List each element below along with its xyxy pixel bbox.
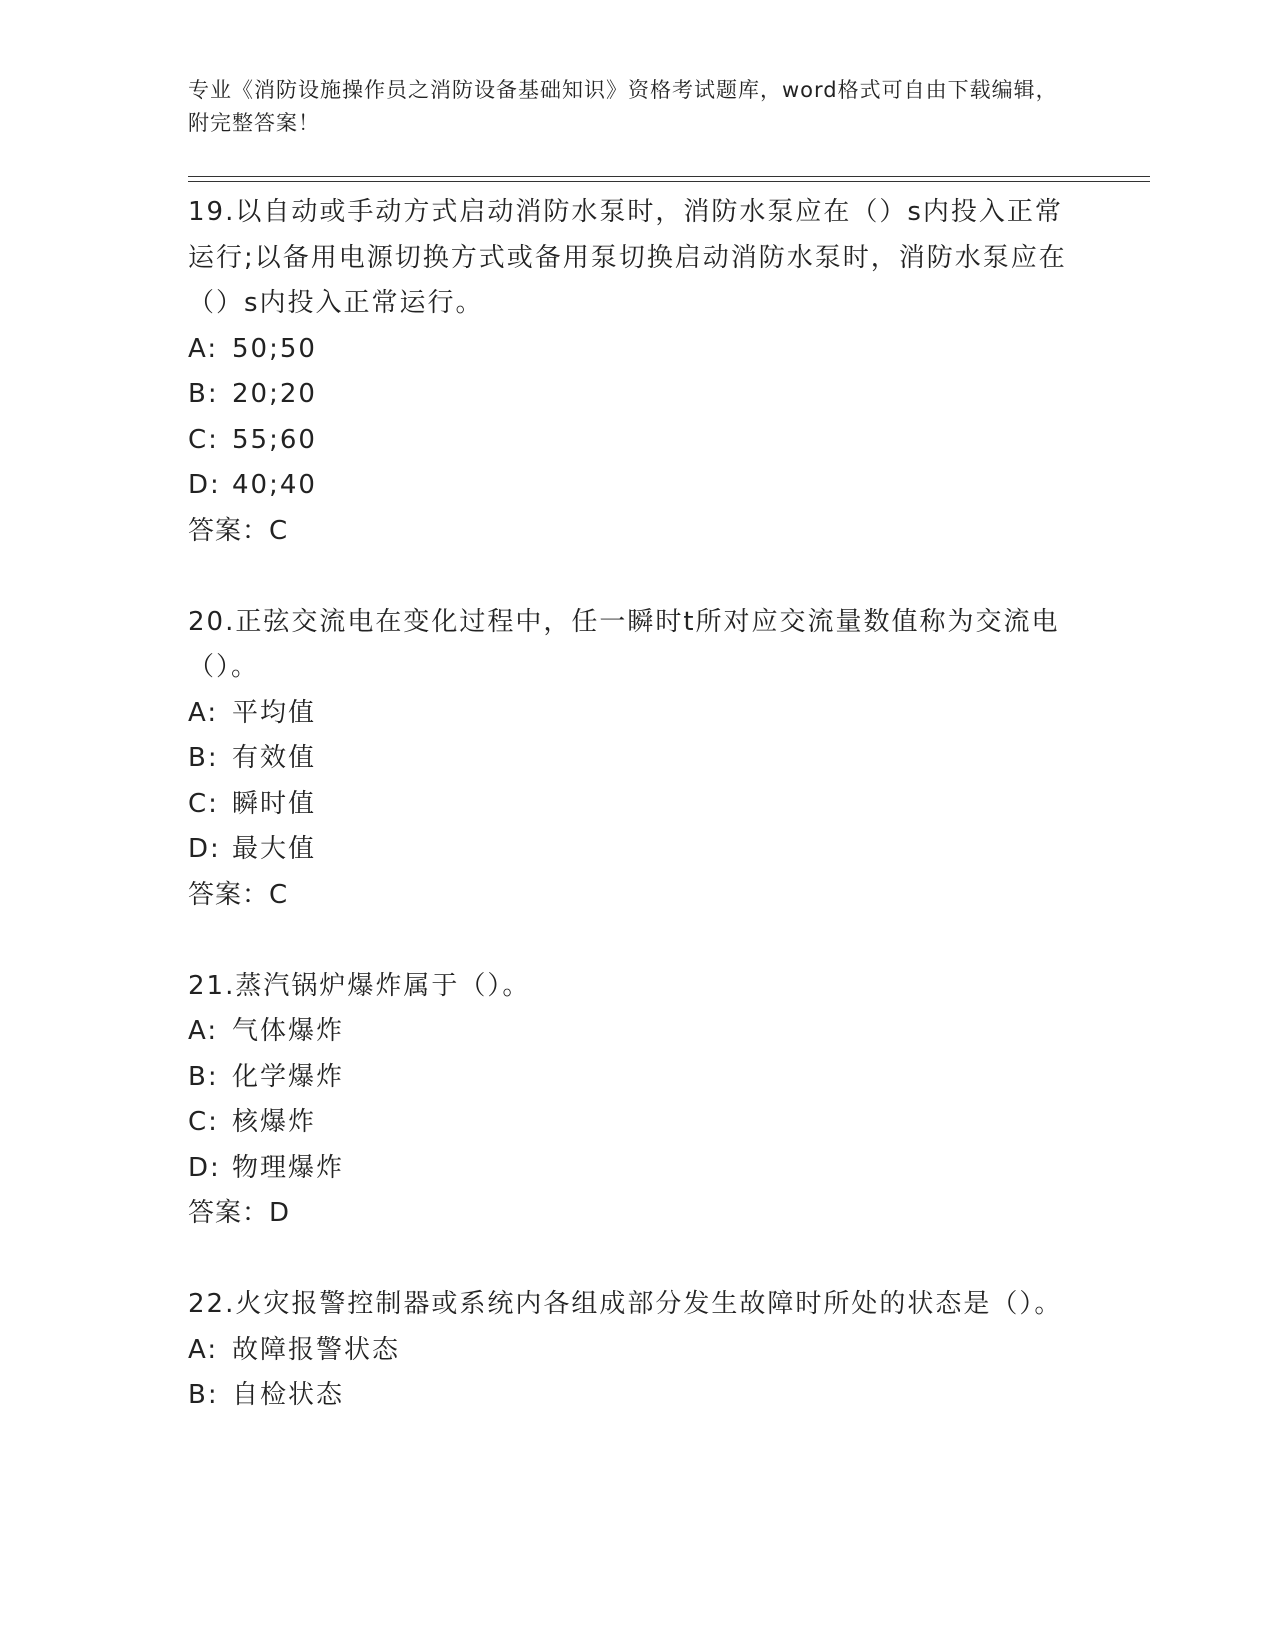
header-rule-top: [188, 176, 1150, 177]
option-text: 最大值: [232, 834, 317, 864]
question-list: [188, 190, 1088, 1419]
option-letter: D:: [188, 470, 221, 500]
option-letter: B:: [188, 1061, 219, 1092]
question-stem: 19.以自动或手动方式启动消防水泵时，消防水泵应在（）s内投入正常运行;以备用电源切换方式或备用泵切换启动消防水泵时，消防水泵应在（）s内投入正常运行。: [188, 197, 1067, 318]
question-stem: 21.蒸汽锅炉爆炸属于（）。: [188, 970, 531, 1001]
option-text: 20;20: [232, 379, 317, 409]
question-spacer: [188, 554, 1088, 600]
option-text: 50;50: [232, 333, 317, 364]
option-text: 自检状态: [232, 1380, 345, 1410]
option-d: [188, 827, 1088, 873]
question-stem: 22.火灾报警控制器或系统内各组成部分发生故障时所处的状态是（）。: [188, 1289, 1063, 1319]
option-text: 55;60: [232, 424, 317, 455]
answer-line: [188, 873, 1088, 919]
option-text: 40;40: [232, 470, 317, 500]
option-letter: A:: [188, 333, 219, 364]
header-rule-bottom: [188, 181, 1150, 182]
answer-line: [188, 1191, 1088, 1237]
option-text: 物理爆炸: [232, 1152, 345, 1183]
option-text: 气体爆炸: [232, 1016, 345, 1046]
question-20: [188, 600, 1088, 919]
question-22: [188, 1282, 1088, 1419]
answer-value: C: [269, 879, 289, 910]
question-19: [188, 190, 1088, 554]
option-b: [188, 736, 1088, 782]
option-b: [188, 1055, 1088, 1101]
question-spacer: [188, 1237, 1088, 1283]
answer-label: 答案：: [188, 515, 270, 546]
option-text: 核爆炸: [232, 1107, 317, 1137]
option-letter: D:: [188, 834, 221, 864]
question-21: [188, 964, 1088, 1237]
option-text: 化学爆炸: [232, 1061, 345, 1092]
option-letter: C:: [188, 788, 219, 819]
option-letter: B:: [188, 379, 219, 409]
option-text: 瞬时值: [232, 788, 317, 819]
option-d: [188, 1146, 1088, 1192]
option-text: 平均值: [232, 697, 317, 728]
option-letter: C:: [188, 1107, 219, 1137]
option-b: [188, 372, 1088, 418]
answer-value: C: [269, 515, 289, 546]
answer-label: 答案：: [188, 1198, 270, 1228]
option-letter: C:: [188, 424, 219, 455]
option-letter: B:: [188, 743, 219, 773]
answer-value: D: [269, 1198, 291, 1228]
option-a: [188, 1009, 1088, 1055]
option-letter: A:: [188, 697, 219, 728]
option-letter: D:: [188, 1152, 221, 1183]
option-text: 有效值: [232, 743, 317, 773]
option-c: [188, 418, 1088, 464]
option-letter: A:: [188, 1016, 219, 1046]
option-a: [188, 327, 1088, 373]
question-stem: 20.正弦交流电在变化过程中，任一瞬时t所对应交流量数值称为交流电（）。: [188, 606, 1060, 682]
option-text: 故障报警状态: [232, 1334, 401, 1365]
option-c: [188, 782, 1088, 828]
answer-line: [188, 509, 1088, 555]
option-a: [188, 691, 1088, 737]
option-letter: A:: [188, 1334, 219, 1365]
answer-label: 答案：: [188, 879, 270, 910]
question-spacer: [188, 918, 1088, 964]
option-d: [188, 463, 1088, 509]
option-c: [188, 1100, 1088, 1146]
option-b: [188, 1373, 1088, 1419]
option-letter: B:: [188, 1380, 219, 1410]
document-header: 专业《消防设施操作员之消防设备基础知识》资格考试题库，word格式可自由下载编辑，附完整答案！: [188, 78, 1058, 135]
option-a: [188, 1328, 1088, 1374]
